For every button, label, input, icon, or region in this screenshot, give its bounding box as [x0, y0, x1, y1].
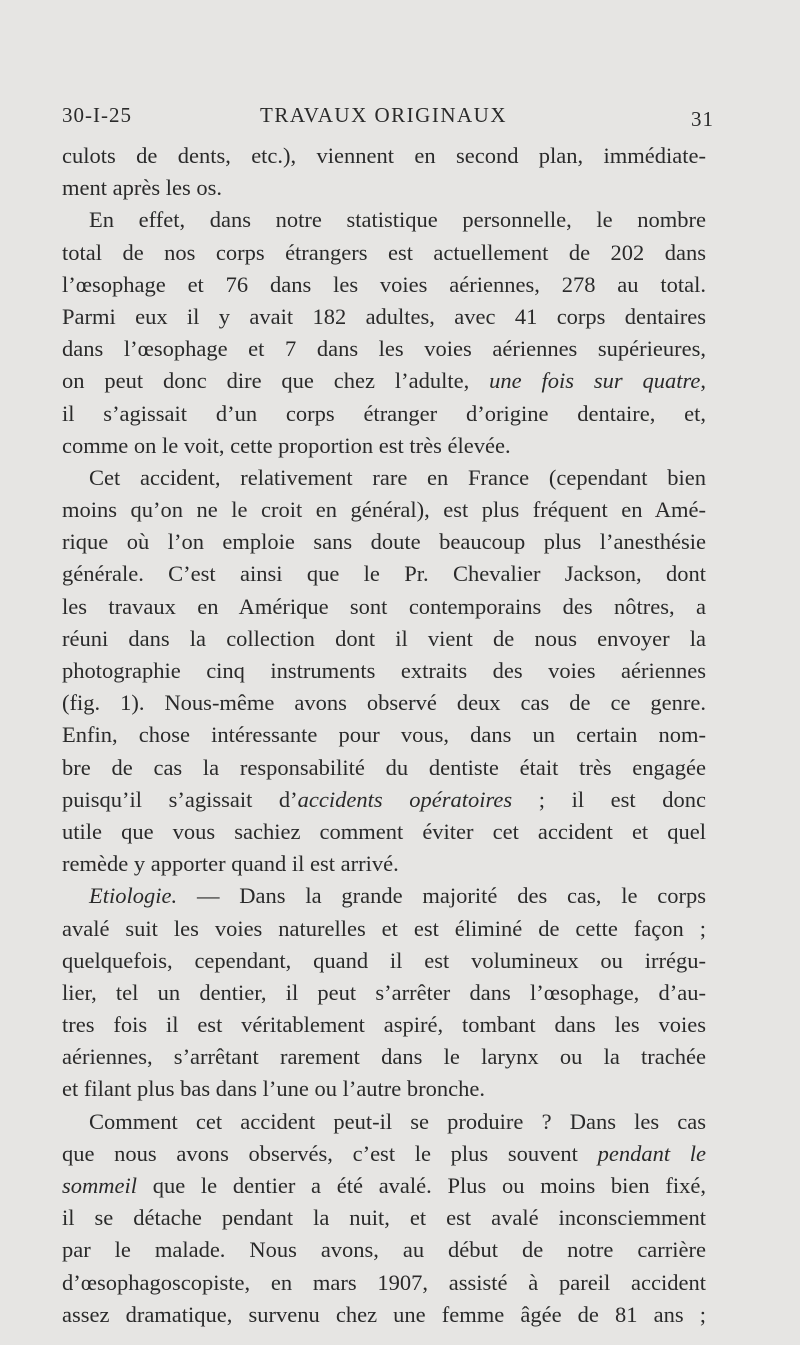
- text-line: et filant plus bas dans l’une ou l’autre bronche.: [62, 1076, 485, 1102]
- text-line: quelquefois, cependant, quand il est volumineux ou irrégu-: [62, 947, 706, 973]
- text-line: rique où l’on emploie sans doute beaucoup plus l’anesthésie: [62, 529, 706, 555]
- text-line: Parmi eux il y avait 182 adultes, avec 41 corps dentaires: [62, 303, 706, 329]
- text-line: il se détache pendant la nuit, et est avalé inconsciemment: [62, 1205, 706, 1231]
- text-line: générale. C’est ainsi que le Pr. Chevalier Jackson, dont: [62, 561, 706, 587]
- text-line: tres fois il est véritablement aspiré, tombant dans les voies: [62, 1012, 706, 1038]
- text-line: culots de dents, etc.), viennent en second plan, immédiate-: [62, 143, 706, 168]
- line-text-italic: une fois sur quatre: [489, 368, 701, 394]
- text-line: [62, 784, 706, 816]
- line-text-after: ; il est donc: [512, 786, 706, 812]
- text-line: Comment cet accident peut-il se produire ? Dans les cas: [89, 1108, 706, 1134]
- text-line: réuni dans la collection dont il vient de nous envoyer la: [62, 625, 706, 651]
- line-text-before: on peut donc dire que chez l’adulte,: [62, 368, 490, 394]
- header-date: 30-I-25: [62, 103, 132, 127]
- text-line: photographie cinq instruments extraits des voies aériennes: [62, 658, 706, 683]
- text-line: dans l’œsophage et 7 dans les voies aériennes supérieures,: [62, 336, 706, 362]
- line-text-italic: sommeil: [62, 1173, 137, 1198]
- text-line: lier, tel un dentier, il peut s’arrêter dans l’œsophage, d’au-: [62, 979, 706, 1005]
- line-text-before: que nous avons observés, c’est le plus souvent: [62, 1140, 598, 1166]
- running-header: [62, 101, 714, 131]
- text-line: il s’agissait d’un corps étranger d’origine dentaire, et,: [62, 400, 706, 426]
- text-line: moins qu’on ne le croit en général), est plus fréquent en Amé-: [62, 497, 706, 523]
- text-line: l’œsophage et 76 dans les voies aériennes, 278 au total.: [62, 271, 706, 297]
- text-line: (fig. 1). Nous-même avons observé deux cas de ce genre.: [62, 690, 706, 716]
- text-line: par le malade. Nous avons, au début de notre carrière: [62, 1237, 706, 1263]
- text-line: comme on le voit, cette proportion est très élevée.: [62, 432, 511, 458]
- body-text: [62, 140, 706, 1331]
- text-line: [62, 1138, 706, 1170]
- text-line: [62, 365, 706, 397]
- text-line: total de nos corps étrangers est actuellement de 202 dans: [62, 239, 706, 265]
- text-line: aériennes, s’arrêtant rarement dans le larynx ou la trachée: [62, 1044, 706, 1070]
- line-text-after: ,: [700, 368, 706, 394]
- text-line: Enfin, chose intéressante pour vous, dans un certain nom-: [62, 722, 706, 748]
- text-line: d’œsophagoscopiste, en mars 1907, assisté à pareil accident: [62, 1269, 706, 1295]
- line-text-after: — Dans la grande majorité des cas, le corps: [177, 883, 706, 909]
- line-text-after: que le dentier a été avalé. Plus ou moins bien fixé,: [137, 1173, 706, 1198]
- text-line: avalé suit les voies naturelles et est éliminé de cette façon ;: [62, 915, 706, 941]
- text-line: remède y apporter quand il est arrivé.: [62, 851, 399, 877]
- page-number: 31: [691, 107, 714, 131]
- text-line: utile que vous sachiez comment éviter cet accident et quel: [62, 818, 706, 844]
- text-line: ment après les os.: [62, 175, 222, 201]
- text-line: bre de cas la responsabilité du dentiste était très engagée: [62, 754, 706, 780]
- line-text-before: puisqu’il s’agissait d’: [62, 786, 298, 812]
- line-text-italic: accidents opératoires: [297, 786, 513, 812]
- text-line: [62, 880, 706, 912]
- text-line: [62, 1170, 706, 1202]
- text-line: En effet, dans notre statistique personnelle, le nombre: [89, 207, 706, 233]
- text-line: Cet accident, relativement rare en France (cependant bien: [89, 464, 706, 490]
- line-text-italic: pendant le: [597, 1140, 706, 1166]
- line-text-italic: Etiologie.: [89, 883, 178, 909]
- text-line: assez dramatique, survenu chez une femme âgée de 81 ans ;: [62, 1301, 706, 1327]
- text-line: les travaux en Amérique sont contemporains des nôtres, a: [62, 593, 706, 619]
- header-title: TRAVAUX ORIGINAUX: [260, 103, 507, 127]
